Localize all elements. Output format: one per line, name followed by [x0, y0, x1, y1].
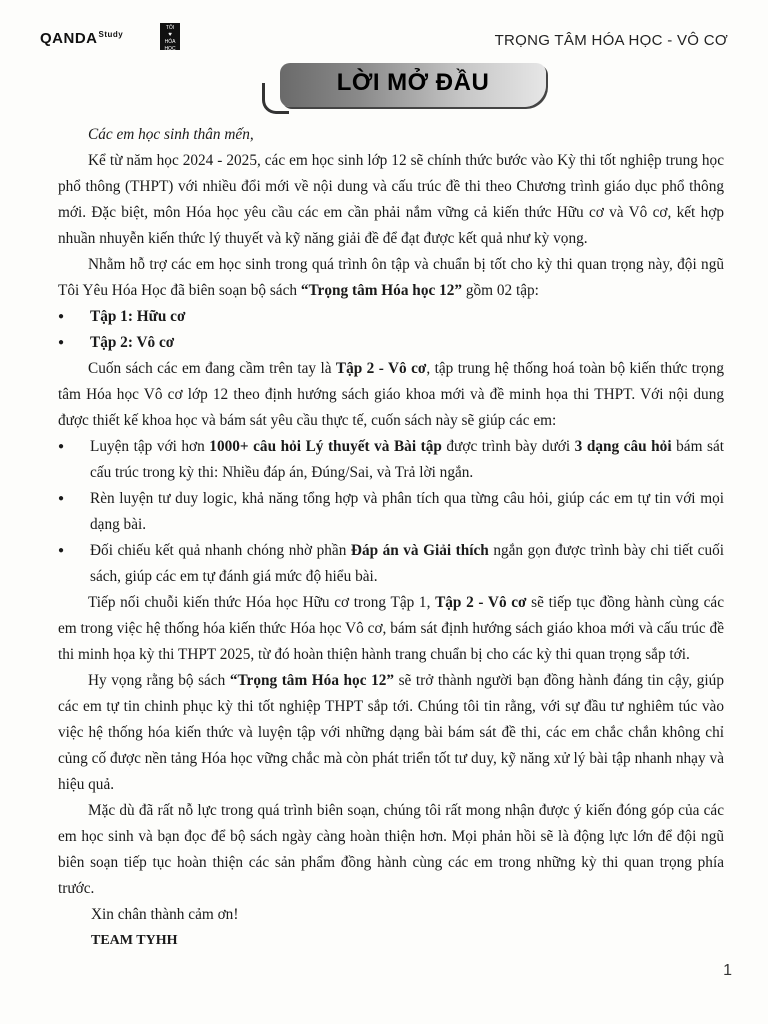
- tyhh-logo-icon: [160, 23, 180, 50]
- page-title: LỜI MỞ ĐẦU: [336, 69, 490, 96]
- paragraph-series: [58, 252, 724, 304]
- benefit-item: [58, 434, 724, 486]
- volume-list: [58, 304, 724, 356]
- benefit-highlight: Đáp án và Giải thích: [350, 542, 489, 559]
- benefit-text: bám sát cấu trúc trong kỳ thi: Nhiều đáp án, Đúng/Sai, và Trả lời ngắn.: [90, 438, 724, 481]
- benefit-text: được trình bày dưới: [441, 438, 575, 455]
- benefit-list: [58, 434, 724, 590]
- paragraph-book: [58, 356, 724, 434]
- benefit-text: Đối chiếu kết quả nhanh chóng nhờ phần: [90, 542, 351, 559]
- greeting: Các em học sinh thân mến,: [88, 126, 254, 143]
- logo-text: QANDA: [40, 30, 98, 47]
- paragraph-hope-end: sẽ trở thành người bạn đồng hành đáng tin cậy, giúp các em tự tin chinh phục kỳ thi tốt nghiệp THPT sắp tới. Chúng tôi tin rằng, với sự đầu tư nghiêm túc vào việc hệ thống hóa kiến thức và luyện tập với những dạng bài bám sát đề thi, các em chắc chắn không chỉ củng cố được nền tảng Hóa học vững chắc mà còn phát triển tốt tư duy, kỹ năng xử lý bài tập nhanh nhạy và hiệu quả.: [58, 672, 724, 793]
- logo-suffix: Study: [98, 30, 124, 39]
- benefit-highlight: 1000+ câu hỏi Lý thuyết và Bài tập: [209, 438, 442, 455]
- banner-background: [280, 63, 546, 107]
- paragraph-continuation-text: Tiếp nối chuỗi kiến thức Hóa học Hữu cơ trong Tập 1,: [88, 594, 436, 611]
- paragraph-continuation: [58, 590, 724, 668]
- closing-line: Xin chân thành cảm ơn!: [91, 906, 239, 923]
- benefit-text: ngắn gọn được trình bày chi tiết cuối sách, giúp các em tự đánh giá mức độ hiểu bài.: [90, 542, 725, 585]
- volume-name: Tập 2 - Vô cơ: [435, 594, 527, 611]
- title-banner: [262, 63, 552, 115]
- signature: TEAM TYHH: [91, 933, 178, 948]
- benefit-item: [58, 538, 724, 590]
- paragraph-continuation-end: sẽ tiếp tục đồng hành cùng các em trong việc hệ thống hóa kiến thức Hóa học Vô cơ, bám sát định hướng sách giáo khoa mới và cấu trúc đề thi minh họa kỳ thi THPT 2025, từ đó hoàn thiện hành trang chuẩn bị cho các kỳ thi quan trọng sắp tới.: [58, 594, 724, 663]
- benefit-item: ● Rèn luyện tư duy logic, khả năng tổng hợp và phân tích qua từng câu hỏi, giúp các em tự tin với mọi dạng bài.: [58, 486, 724, 538]
- volume-name: Tập 2 - Vô cơ: [335, 360, 427, 377]
- paragraph-hope-text: Hy vọng rằng bộ sách: [88, 672, 230, 689]
- paragraph-series-end: gồm 02 tập:: [462, 282, 539, 299]
- volume-item: ● Tập 1: Hữu cơ: [58, 304, 724, 330]
- page-header: [0, 0, 768, 60]
- paragraph-book-text: Cuốn sách các em đang cầm trên tay là: [88, 360, 336, 377]
- qanda-logo: [40, 30, 123, 47]
- paragraph-intro: Kể từ năm học 2024 - 2025, các em học sinh lớp 12 sẽ chính thức bước vào Kỳ thi tốt nghiệp trung học phổ thông (THPT) với nhiều đổi mới về nội dung và cấu trúc đề thi theo Chương trình giáo dục phổ thông mới. Đặc biệt, môn Hóa học yêu cầu các em cần phải nắm vững cả kiến thức Hữu cơ và Vô cơ, kết hợp nhuần nhuyễn kiến thức lý thuyết và kỹ năng giải đề để đạt được kết quả như kỳ vọng.: [58, 152, 724, 247]
- paragraph-feedback: Mặc dù đã rất nỗ lực trong quá trình biên soạn, chúng tôi rất mong nhận được ý kiến đóng góp của các em học sinh và bạn đọc để bộ sách ngày càng hoàn thiện hơn. Mọi phản hồi sẽ là động lực lớn để đội ngũ biên soạn tiếp tục hoàn thiện các sản phẩm đồng hành cùng các em trong những kỳ thi quan trọng phía trước.: [58, 802, 724, 897]
- badge-top-text: TÔI: [165, 25, 175, 31]
- series-name: “Trọng tâm Hóa học 12”: [300, 282, 463, 299]
- heart-icon: ♥: [168, 32, 172, 38]
- series-name: “Trọng tâm Hóa học 12”: [229, 672, 395, 689]
- benefit-text: Luyện tập với hơn: [90, 438, 210, 455]
- page-number: 1: [723, 962, 732, 979]
- benefit-highlight: 3 dạng câu hỏi: [574, 438, 672, 455]
- paragraph-series-text: Nhằm hỗ trợ các em học sinh trong quá trình ôn tập và chuẩn bị tốt cho kỳ thi quan trọng này, đội ngũ Tôi Yêu Hóa Học đã biên soạn bộ sách: [58, 256, 724, 299]
- book-title: TRỌNG TÂM HÓA HỌC - VÔ CƠ: [494, 32, 728, 49]
- paragraph-hope: [58, 668, 724, 798]
- volume-item: ● Tập 2: Vô cơ: [58, 330, 724, 356]
- paragraph-book-end: , tập trung hệ thống hoá toàn bộ kiến thức trọng tâm Hóa học Vô cơ lớp 12 theo định hướng sách giáo khoa mới và đề minh họa thi THPT. Với nội dung được thiết kế khoa học và bám sát yêu cầu thực tế, cuốn sách này sẽ giúp các em:: [58, 360, 724, 429]
- preface-body: [58, 122, 724, 954]
- badge-bottom-text: HÓA HỌC: [164, 39, 176, 52]
